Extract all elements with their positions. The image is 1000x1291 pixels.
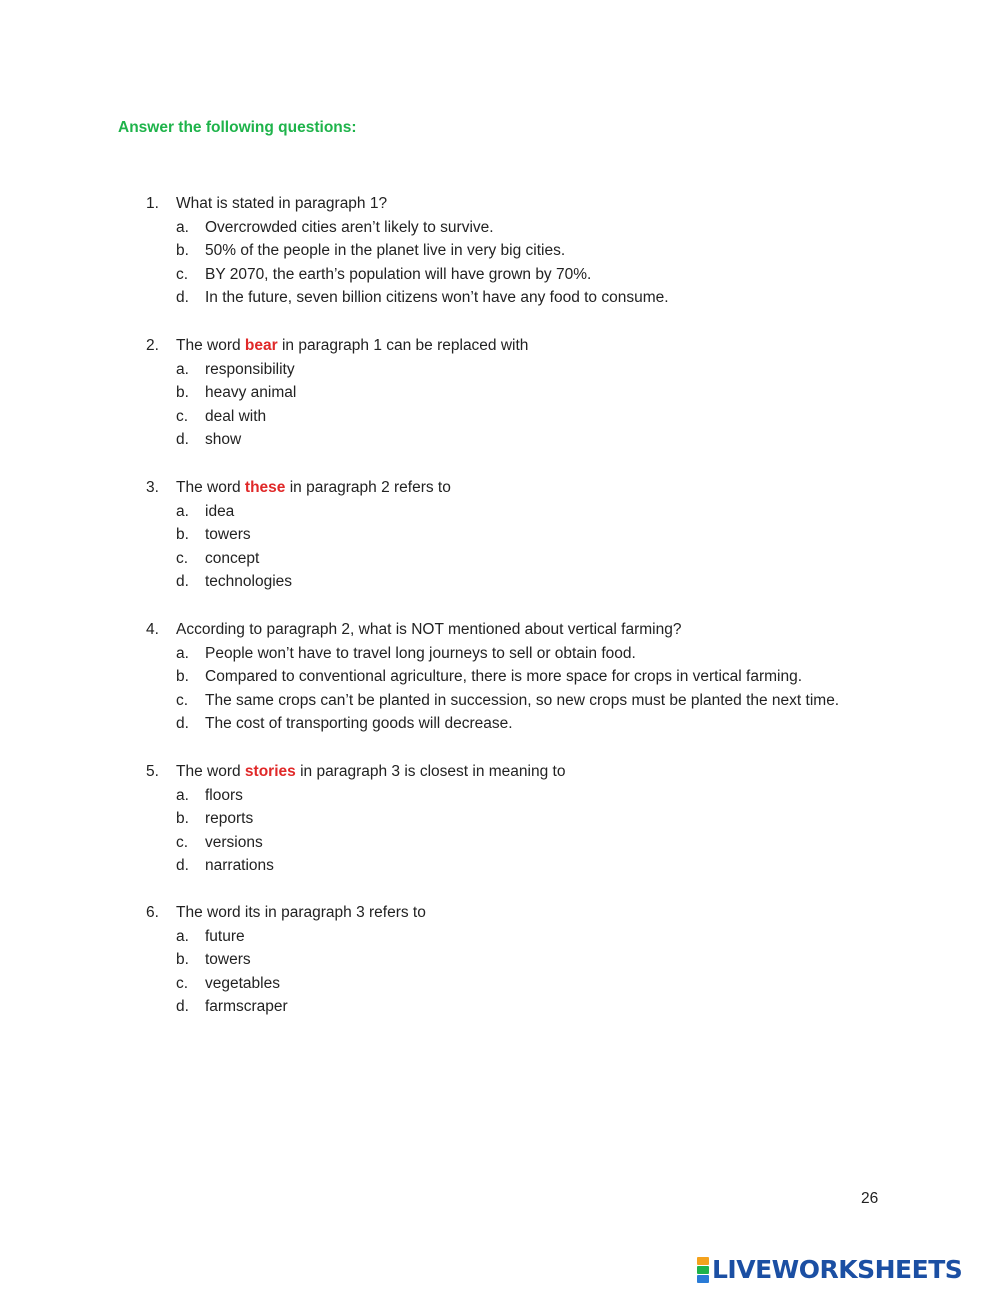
option-text: responsibility bbox=[205, 360, 295, 378]
question-text-before: The word its in paragraph 3 refers to bbox=[176, 904, 426, 921]
question-text-after: in paragraph 3 is closest in meaning to bbox=[295, 763, 566, 780]
answer-option[interactable] bbox=[146, 286, 669, 310]
option-text: 50% of the people in the planet live in very big cities. bbox=[205, 242, 566, 260]
question-3 bbox=[146, 476, 451, 594]
option-text: towers bbox=[205, 951, 251, 969]
question-stem bbox=[146, 901, 426, 925]
answer-option[interactable] bbox=[146, 642, 839, 666]
question-1 bbox=[146, 192, 669, 310]
section-heading: Answer the following questions: bbox=[118, 119, 357, 136]
option-letter: a. bbox=[176, 502, 189, 520]
answer-option[interactable] bbox=[146, 500, 451, 524]
answer-option[interactable] bbox=[146, 925, 426, 949]
answer-option[interactable] bbox=[146, 784, 565, 808]
question-number: 4. bbox=[146, 621, 159, 638]
option-letter: b. bbox=[176, 668, 189, 686]
highlighted-keyword: stories bbox=[244, 763, 296, 780]
question-number: 6. bbox=[146, 904, 159, 921]
logo-block bbox=[697, 1275, 709, 1283]
question-text bbox=[176, 760, 565, 784]
question-stem bbox=[146, 760, 565, 784]
option-text: versions bbox=[205, 833, 263, 851]
question-number: 3. bbox=[146, 479, 159, 496]
answer-option[interactable] bbox=[146, 712, 839, 736]
question-number: 1. bbox=[146, 195, 159, 212]
option-text: People won’t have to travel long journeys to sell or obtain food. bbox=[205, 644, 636, 662]
option-text: farmscraper bbox=[205, 998, 288, 1016]
logo-blocks-icon bbox=[697, 1257, 709, 1283]
question-text bbox=[176, 901, 426, 925]
option-text: In the future, seven billion citizens won’t have any food to consume. bbox=[205, 289, 669, 307]
answer-option[interactable] bbox=[146, 948, 426, 972]
question-number: 2. bbox=[146, 337, 159, 354]
question-text bbox=[176, 192, 387, 216]
question-5 bbox=[146, 760, 565, 878]
option-text: vegetables bbox=[205, 974, 280, 992]
option-letter: b. bbox=[176, 242, 189, 260]
option-letter: c. bbox=[176, 974, 189, 992]
answer-option[interactable] bbox=[146, 547, 451, 571]
option-letter: d. bbox=[176, 431, 189, 449]
answer-option[interactable] bbox=[146, 523, 451, 547]
option-letter: d. bbox=[176, 573, 189, 591]
option-text: floors bbox=[205, 786, 243, 804]
answer-option[interactable] bbox=[146, 689, 839, 713]
option-letter: d. bbox=[176, 998, 189, 1016]
option-letter: a. bbox=[176, 360, 189, 378]
answer-option[interactable] bbox=[146, 405, 528, 429]
option-letter: d. bbox=[176, 857, 189, 875]
answer-option[interactable] bbox=[146, 263, 669, 287]
option-letter: c. bbox=[176, 265, 189, 283]
option-letter: a. bbox=[176, 644, 189, 662]
liveworksheets-logo[interactable] bbox=[697, 1256, 962, 1284]
option-text: show bbox=[205, 431, 242, 449]
option-text: Overcrowded cities aren’t likely to survive. bbox=[205, 218, 494, 236]
question-4 bbox=[146, 618, 839, 736]
option-letter: c. bbox=[176, 407, 189, 425]
question-text bbox=[176, 334, 528, 358]
question-text-before: What is stated in paragraph 1? bbox=[176, 195, 388, 212]
option-text: heavy animal bbox=[205, 384, 297, 402]
question-2 bbox=[146, 334, 528, 452]
question-text-before: According to paragraph 2, what is NOT mentioned about vertical farming? bbox=[176, 621, 682, 638]
option-letter: d. bbox=[176, 715, 189, 733]
question-stem bbox=[146, 618, 839, 642]
option-text: The cost of transporting goods will decrease. bbox=[205, 715, 513, 733]
logo-block bbox=[697, 1257, 709, 1265]
answer-option[interactable] bbox=[146, 570, 451, 594]
option-letter: b. bbox=[176, 384, 189, 402]
question-stem bbox=[146, 476, 451, 500]
answer-option[interactable] bbox=[146, 428, 528, 452]
logo-block bbox=[697, 1266, 709, 1274]
option-letter: b. bbox=[176, 810, 189, 828]
question-text-after: in paragraph 2 refers to bbox=[285, 479, 451, 496]
option-letter: c. bbox=[176, 549, 189, 567]
question-6 bbox=[146, 901, 426, 1019]
option-text: Compared to conventional agriculture, there is more space for crops in vertical farming. bbox=[205, 668, 803, 686]
highlighted-keyword: bear bbox=[244, 337, 278, 354]
answer-option[interactable] bbox=[146, 216, 669, 240]
logo-text: LIVEWORKSHEETS bbox=[712, 1255, 963, 1284]
answer-option[interactable] bbox=[146, 807, 565, 831]
answer-option[interactable] bbox=[146, 381, 528, 405]
option-text: idea bbox=[205, 502, 235, 520]
option-letter: a. bbox=[176, 218, 189, 236]
option-text: deal with bbox=[205, 407, 267, 425]
question-text-before: The word bbox=[176, 479, 245, 496]
option-text: concept bbox=[205, 549, 260, 567]
option-text: narrations bbox=[205, 857, 274, 875]
option-text: future bbox=[205, 927, 245, 945]
option-text: reports bbox=[205, 810, 254, 828]
answer-option[interactable] bbox=[146, 665, 839, 689]
answer-option[interactable] bbox=[146, 972, 426, 996]
question-text-before: The word bbox=[176, 763, 245, 780]
question-number: 5. bbox=[146, 763, 159, 780]
option-letter: b. bbox=[176, 951, 189, 969]
question-text bbox=[176, 476, 451, 500]
answer-option[interactable] bbox=[146, 831, 565, 855]
option-letter: b. bbox=[176, 526, 189, 544]
answer-option[interactable] bbox=[146, 854, 565, 878]
answer-option[interactable] bbox=[146, 239, 669, 263]
option-letter: a. bbox=[176, 927, 189, 945]
option-letter: d. bbox=[176, 289, 189, 307]
option-text: The same crops can’t be planted in succession, so new crops must be planted the next time. bbox=[205, 691, 840, 709]
option-text: BY 2070, the earth’s population will have grown by 70%. bbox=[205, 265, 592, 283]
option-letter: c. bbox=[176, 833, 189, 851]
question-stem bbox=[146, 334, 528, 358]
highlighted-keyword: these bbox=[244, 479, 286, 496]
question-text-before: The word bbox=[176, 337, 245, 354]
answer-option[interactable] bbox=[146, 995, 426, 1019]
option-letter: a. bbox=[176, 786, 189, 804]
page-number: 26 bbox=[861, 1190, 879, 1207]
option-letter: c. bbox=[176, 691, 189, 709]
option-text: towers bbox=[205, 526, 251, 544]
question-text-after: in paragraph 1 can be replaced with bbox=[277, 337, 529, 354]
question-stem bbox=[146, 192, 669, 216]
answer-option[interactable] bbox=[146, 358, 528, 382]
question-text bbox=[176, 618, 681, 642]
option-text: technologies bbox=[205, 573, 293, 591]
